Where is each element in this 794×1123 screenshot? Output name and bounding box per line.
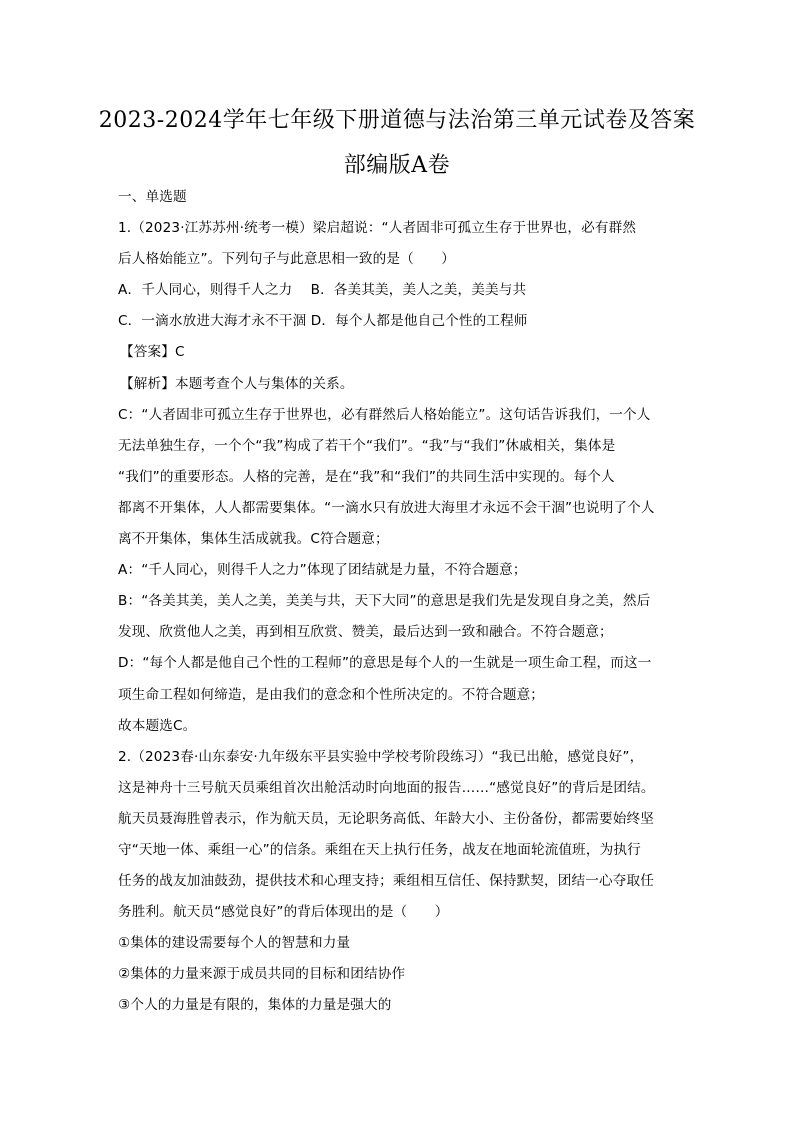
- analysis-line: A：“千人同心，则得千人之力”体现了团结就是力量，不符合题意；: [118, 562, 527, 579]
- question-1: [118, 217, 678, 746]
- analysis-line: “我们”的重要形态。人格的完善，是在“我”和“我们”的共同生活中实现的。每个人: [118, 468, 615, 485]
- analysis-line: C：“人者固非可孤立生存于世界也，必有群然后人格始能立”。这句话告诉我们，一个人: [118, 406, 651, 423]
- question-stem-line: 任务的战友加油鼓劲，提供技术和心理支持；乘组相互信任、保持默契，团结一心夺取任: [118, 873, 655, 890]
- question-stem-line: 这是神舟十三号航天员乘组首次出舱活动时向地面的报告……“感觉良好”的背后是团结。: [118, 779, 655, 796]
- statement-item: ③个人的力量是有限的，集体的力量是强大的: [118, 997, 392, 1014]
- question-2: [118, 746, 678, 1026]
- document-subtitle: 部编版A卷: [343, 153, 451, 178]
- analysis-line: 离不开集体，集体生活成就我。C符合题意；: [118, 531, 389, 548]
- options-line: C．一滴水放进大海才永不干涸 D．每个人都是他自己个性的工程师: [118, 313, 528, 330]
- analysis-line: 都离不开集体，人人都需要集体。“一滴水只有放进大海里才永远不会干涸”也说明了个人: [118, 499, 655, 516]
- question-stem-line: 1.（2023·江苏苏州·统考一模）梁启超说：“人者固非可孤立生存于世界也，必有群然: [118, 220, 637, 237]
- statement-item: ①集体的建设需要每个人的智慧和力量: [118, 935, 351, 952]
- question-stem-line: 守“天地一体、乘组一心”的信条。乘组在天上执行任务，战友在地面轮流值班，为执行: [118, 841, 641, 858]
- analysis-line: 故本题选C。: [118, 717, 197, 734]
- statement-item: ②集体的力量来源于成员共同的目标和团结协作: [118, 966, 406, 983]
- section-heading: 一、单选题: [118, 189, 187, 205]
- question-stem-line: 航天员聂海胜曾表示，作为航天员，无论职务高低、年龄大小、主份备份，都需要始终坚: [118, 810, 655, 827]
- analysis-line: 项生命工程如何缔造，是由我们的意念和个性所决定的。不符合题意；: [118, 686, 545, 703]
- analysis-line: D：“每个人都是他自己个性的工程师”的意思是每个人的一生就是一项生命工程，而这一: [118, 655, 652, 672]
- analysis-line: B：“各美其美，美人之美，美美与共，天下大同”的意思是我们先是发现自身之美，然后: [118, 593, 651, 610]
- question-stem-line: 2.（2023春·山东泰安·九年级东平县实验中学校考阶段练习）“我已出舱，感觉良好”，: [118, 748, 644, 765]
- document-body: [118, 186, 678, 1026]
- question-stem-line: 后人格始能立”。下列句子与此意思相一致的是（ ）: [118, 251, 456, 268]
- question-stem-line: 务胜利。航天员“感觉良好”的背后体现出的是（ ）: [118, 904, 449, 921]
- analysis-line: 【解析】本题考查个人与集体的关系。: [120, 375, 354, 392]
- analysis-line: 无法单独生存，一个个“我”构成了若干个“我们”。“我”与“我们”休戚相关，集体是: [118, 437, 616, 454]
- options-line: A．千人同心，则得千人之力 B．各美其美，美人之美，美美与共: [118, 282, 527, 299]
- analysis-line: 发现、欣赏他人之美，再到相互欣赏、赞美，最后达到一致和融合。不符合题意；: [118, 624, 613, 641]
- answer-line: 【答案】C: [120, 344, 185, 361]
- document-title: 2023-2024学年七年级下册道德与法治第三单元试卷及答案: [98, 108, 696, 133]
